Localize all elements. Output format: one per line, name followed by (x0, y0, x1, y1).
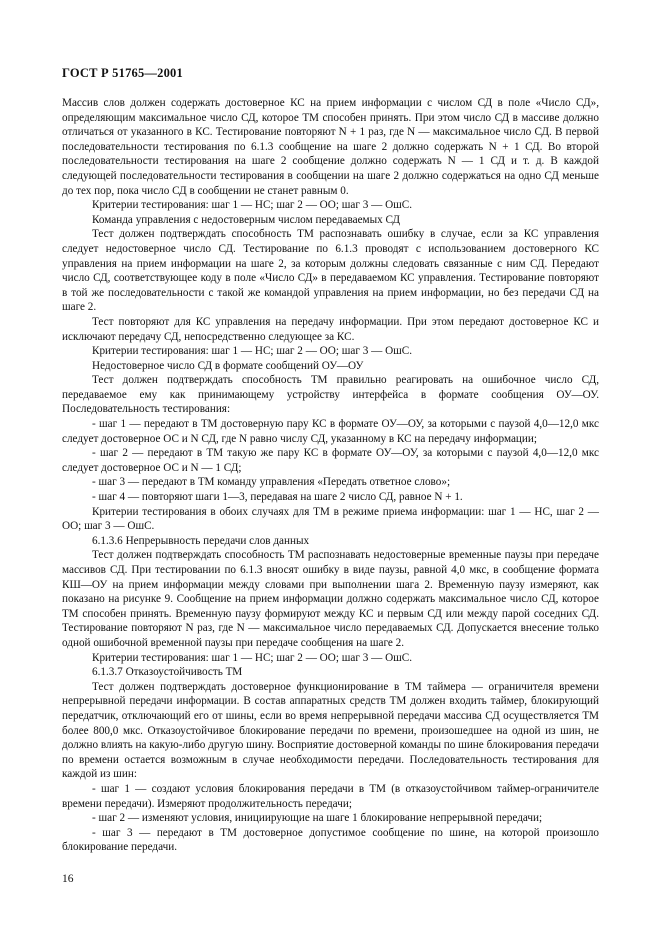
paragraph: Критерии тестирования в обоих случаях для ТМ в режиме приема информации: шаг 1 — НС, шаг 2 — ОО; шаг 3 — ОшС. (62, 505, 599, 533)
body-text (62, 96, 599, 855)
section-heading: 6.1.3.7 Отказоустойчивость ТМ (92, 666, 243, 679)
paragraph: Команда управления с недостоверным числом передаваемых СД (92, 213, 401, 226)
section-heading: 6.1.3.6 Непрерывность передачи слов данных (92, 534, 310, 547)
paragraph: Критерии тестирования: шаг 1 — НС; шаг 2 — ОО; шаг 3 — ОшС. (92, 345, 413, 358)
list-item: - шаг 2 — передают в ТМ такую же пару КС в формате ОУ—ОУ, за которыми с паузой 4,0—12,0 мкс следует достоверное ОС и N — 1 СД; (62, 447, 599, 474)
paragraph: Недостоверное число СД в формате сообщений ОУ—ОУ (92, 359, 364, 372)
standard-header: ГОСТ Р 51765—2001 (62, 66, 183, 80)
paragraph: Тест должен подтверждать достоверное функционирование в ТМ таймера — ограничителя времени непрерывной передачи информации. В состав аппаратных средств ТМ должен входить таймер, блокирующий передатчик, отключающий его от шины, если во время непрерывной передачи массива СД осуществляется ТМ более 800,0 мкс. Отказоустойчивое блокирование передачи по времени, произошедшее на одной из шин, не должно влиять на какую-либо другую шину. Восприятие достоверной команды по шине блокирования передачи по времени остается возможным в случае необходимости передачи. Последовательность тестирования для каждой из шин: (62, 680, 599, 781)
list-item: - шаг 4 — повторяют шаги 1—3, передавая на шаге 2 число СД, равное N + 1. (92, 491, 463, 504)
paragraph: Критерии тестирования: шаг 1 — НС; шаг 2 — ОО; шаг 3 — ОшС. (92, 199, 413, 212)
list-item: - шаг 1 — создают условия блокирования передачи в ТМ (в отказоустойчивом таймер-ограничителе времени передачи). Измеряют продолжительность передачи; (62, 782, 599, 810)
paragraph: Тест должен подтверждать способность ТМ правильно реагировать на ошибочное число СД, передаваемое ему как принимающему устройству интерфейса в формате сообщения ОУ—ОУ. Последовательность тестирования: (62, 374, 599, 416)
list-item: - шаг 3 — передают в ТМ достоверное допустимое сообщение по шине, на которой произошло блокирование передачи. (62, 826, 599, 854)
paragraph: Тест должен подтверждать способность ТМ распознавать ошибку в случае, если за КС управления следует недостоверное число СД. Тестирование по 6.1.3 проводят с использованием достоверного КС управления на прием информации на шаге 2, за которым должны следовать связанные с ним СД. Передают число СД, соответствующее коду в поле «Число СД» в передаваемом КС управления. Тестирование повторяют в той же последовательности с такой же командой управления на прием информации, но без передачи СД на шаге 2. (62, 228, 599, 314)
list-item: - шаг 3 — передают в ТМ команду управления «Передать ответное слово»; (92, 476, 451, 489)
paragraph: Массив слов должен содержать достоверное КС на прием информации с числом СД в поле «Число СД», определяющим максимальное число СД, которое ТМ способен принять. При этом число СД в массиве должно отличаться от указанного в КС. Тестирование повторяют N + 1 раз, где N — максимальное число СД. В первой последовательности тестирования по 6.1.3 сообщение на шаге 2 должно содержать N + 1 СД. Во второй последовательности тестирования на шаге 2 сообщение должно содержать N — 1 СД и т. д. В каждой следующей последовательности тестирования в сообщении на шаге 2 должно содержаться на одно СД меньше до тех пор, пока число СД в сообщении не станет равным 0. (62, 97, 599, 197)
paragraph: Критерии тестирования: шаг 1 — НС; шаг 2 — ОО; шаг 3 — ОшС. (92, 651, 413, 664)
page-number: 16 (62, 873, 74, 885)
paragraph: Тест должен подтверждать способность ТМ распознавать недостоверные временные паузы при передаче массивов СД. При тестировании по 6.1.3 вносят ошибку в виде паузы, равной 4,0 мкс, в сообщение формата КШ—ОУ на прием информации между словами при выполнении шага 2. Временную паузу измеряют, как показано на рисунке 9. Сообщение на прием информации должно содержать максимальное число СД, которое ТМ способен принять. Временную паузу формируют между КС и первым СД или между парой соседних СД. Тестирование повторяют N раз, где N — максимальное число передаваемых СД. Допускается внесение только одной ошибочной временной паузы при передаче сообщения на шаге 2. (62, 549, 599, 649)
list-item: - шаг 1 — передают в ТМ достоверную пару КС в формате ОУ—ОУ, за которыми с паузой 4,0—12,0 мкс следует достоверное ОС и N СД, где N равно числу СД, указанному в КС на передачу информации; (62, 418, 599, 445)
list-item: - шаг 2 — изменяют условия, инициирующие на шаге 1 блокирование непрерывной передачи; (92, 812, 543, 825)
paragraph: Тест повторяют для КС управления на передачу информации. При этом передают достоверное КС и исключают передачу СД, непосредственно следующее за КС. (62, 315, 599, 343)
